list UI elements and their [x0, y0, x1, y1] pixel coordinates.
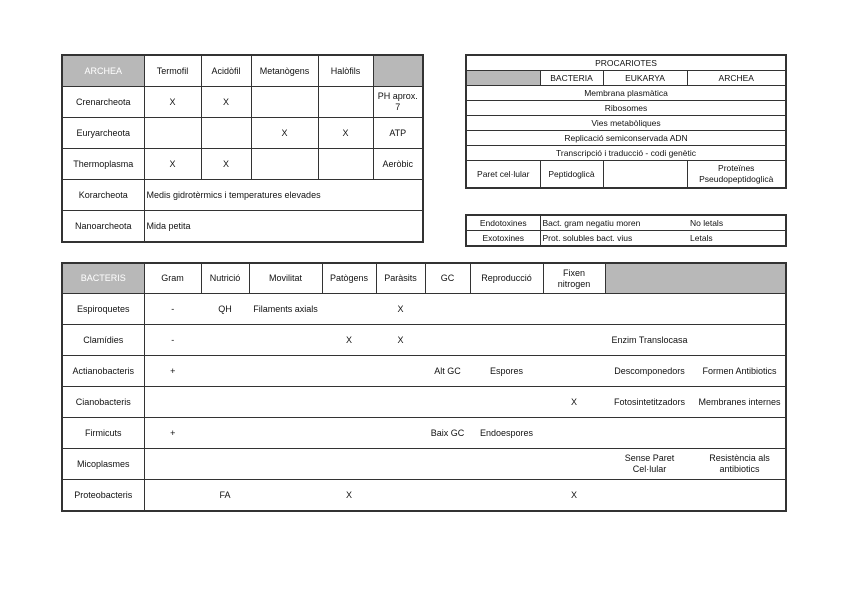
cell-extra1: Enzim Translocasa: [605, 325, 694, 356]
table-row: [62, 180, 423, 211]
cell-patogens: X: [322, 325, 376, 356]
cell-nitrogen: [543, 418, 605, 449]
cell-reproduccio: Espores: [470, 356, 543, 387]
cell-reproduccio: [470, 480, 543, 512]
cell-reproduccio: [470, 294, 543, 325]
cell: X: [251, 118, 318, 149]
toxin-name: Endotoxines: [466, 215, 540, 231]
cell-extra1: Sense Paret Cel·lular: [605, 449, 694, 480]
cell-parasits: [376, 418, 425, 449]
table-row: [62, 118, 423, 149]
toxin-name: Exotoxines: [466, 231, 540, 247]
bacteria-col-gram: Gram: [144, 263, 201, 294]
cell-extra2: [694, 294, 786, 325]
cell-nutricio: [201, 387, 249, 418]
cell-nitrogen: [543, 294, 605, 325]
shared-feature: Replicació semiconservada ADN: [466, 131, 786, 146]
table-row: [62, 325, 786, 356]
table-row: [466, 86, 786, 101]
cell: X: [201, 149, 251, 180]
cell-extra2: Formen Antibiotics: [694, 356, 786, 387]
cell: [318, 87, 373, 118]
toxins-table: [465, 214, 787, 247]
bacteria-title: BACTERIS: [62, 263, 144, 294]
row-name: Korarcheota: [62, 180, 144, 211]
archaea-col-halofils: Halòfils: [318, 55, 373, 87]
cell: [318, 149, 373, 180]
row-name: Proteobacteris: [62, 480, 144, 512]
cell: [251, 149, 318, 180]
cell: Aeròbic: [373, 149, 423, 180]
cell-parasits: [376, 387, 425, 418]
shared-feature: Membrana plasmàtica: [466, 86, 786, 101]
wall-bacteria: Peptidoglicà: [540, 161, 603, 189]
cell: [201, 118, 251, 149]
cell-gc: [425, 449, 470, 480]
cell-patogens: [322, 418, 376, 449]
prokaryotes-col-eukarya: EUKARYA: [603, 71, 687, 86]
cell-extra1: [605, 294, 694, 325]
table-row: [466, 231, 786, 247]
toxin-desc: Bact. gram negatiu moren: [540, 215, 688, 231]
cell-parasits: [376, 356, 425, 387]
cell-patogens: [322, 356, 376, 387]
prokaryotes-col-archea: ARCHEA: [687, 71, 786, 86]
archaea-col-extra: [373, 55, 423, 87]
cell-reproduccio: Endoespores: [470, 418, 543, 449]
row-name: Crenarcheota: [62, 87, 144, 118]
cell-nutricio: [201, 356, 249, 387]
cell-movilitat: [249, 480, 322, 512]
cell-nutricio: QH: [201, 294, 249, 325]
table-row: [466, 101, 786, 116]
cell: [251, 87, 318, 118]
bacteria-col-patogens: Patògens: [322, 263, 376, 294]
cell-gram: +: [144, 418, 201, 449]
shared-feature: Transcripció i traducció - codi genètic: [466, 146, 786, 161]
table-row: [466, 161, 786, 189]
archaea-table: [61, 54, 424, 243]
cell-nutricio: [201, 418, 249, 449]
cell-extra1: Fotosintetitzadors: [605, 387, 694, 418]
cell-gc: [425, 480, 470, 512]
cell-parasits: [376, 480, 425, 512]
wall-archea: Proteïnes Pseudopeptidoglicà: [687, 161, 786, 189]
shared-feature: Ribosomes: [466, 101, 786, 116]
cell-extra2: Resistència als antibiotics: [694, 449, 786, 480]
cell-gram: +: [144, 356, 201, 387]
bacteria-table: [61, 262, 787, 512]
toxin-desc: Prot. solubles bact. vius: [540, 231, 688, 247]
row-note: Medis gidrotèrmics i temperatures elevades: [144, 180, 423, 211]
table-row: [62, 87, 423, 118]
cell-gram: -: [144, 294, 201, 325]
cell-extra2: [694, 480, 786, 512]
row-name: Actianobacteris: [62, 356, 144, 387]
cell-patogens: [322, 387, 376, 418]
cell-movilitat: [249, 418, 322, 449]
cell: [144, 118, 201, 149]
cell-patogens: [322, 294, 376, 325]
cell-gram: [144, 449, 201, 480]
cell-movilitat: [249, 325, 322, 356]
cell-patogens: [322, 449, 376, 480]
cell: X: [144, 149, 201, 180]
cell-movilitat: [249, 387, 322, 418]
table-row: [466, 146, 786, 161]
table-row: [466, 215, 786, 231]
prokaryotes-col-blank: [466, 71, 540, 86]
row-name: Thermoplasma: [62, 149, 144, 180]
cell-extra2: [694, 325, 786, 356]
cell-parasits: X: [376, 294, 425, 325]
cell-gc: [425, 325, 470, 356]
row-name: Espiroquetes: [62, 294, 144, 325]
cell: X: [318, 118, 373, 149]
bacteria-col-parasits: Paràsits: [376, 263, 425, 294]
table-row: [62, 211, 423, 243]
cell-extra1: [605, 418, 694, 449]
cell-gc: [425, 387, 470, 418]
table-row: [62, 356, 786, 387]
cell: PH aprox. 7: [373, 87, 423, 118]
archaea-col-termofil: Termofil: [144, 55, 201, 87]
cell-gc: Baix GC: [425, 418, 470, 449]
cell-movilitat: Filaments axials: [249, 294, 322, 325]
bacteria-col-nutricio: Nutrició: [201, 263, 249, 294]
wall-eukarya: [603, 161, 687, 189]
table-row: [62, 294, 786, 325]
cell-movilitat: [249, 449, 322, 480]
table-row: [466, 116, 786, 131]
cell: X: [144, 87, 201, 118]
prokaryotes-header-row: [466, 71, 786, 86]
bacteria-col-reproduccio: Reproducció: [470, 263, 543, 294]
bacteria-col-nitrogen: Fixen nitrogen: [543, 263, 605, 294]
cell-nitrogen: [543, 449, 605, 480]
table-row: [466, 131, 786, 146]
table-row: [62, 449, 786, 480]
shared-feature: Vies metabòliques: [466, 116, 786, 131]
cell-nitrogen: X: [543, 387, 605, 418]
toxin-effect: Letals: [688, 231, 786, 247]
table-row: [62, 149, 423, 180]
table-row: [62, 387, 786, 418]
cell-reproduccio: [470, 449, 543, 480]
cell-nutricio: FA: [201, 480, 249, 512]
archaea-title: ARCHEA: [62, 55, 144, 87]
table-row: [62, 418, 786, 449]
row-name: Clamídies: [62, 325, 144, 356]
cell-gram: -: [144, 325, 201, 356]
bacteria-col-gc: GC: [425, 263, 470, 294]
row-name: Cianobacteris: [62, 387, 144, 418]
bacteria-header-row: [62, 263, 786, 294]
prokaryotes-title-row: [466, 55, 786, 71]
cell-nutricio: [201, 325, 249, 356]
prokaryotes-title: PROCARIOTES: [466, 55, 786, 71]
bacteria-col-extra: [605, 263, 786, 294]
row-name: Euryarcheota: [62, 118, 144, 149]
archaea-col-acidofil: Acidòfil: [201, 55, 251, 87]
cell-patogens: X: [322, 480, 376, 512]
toxin-effect: No letals: [688, 215, 786, 231]
cell-extra1: Descomponedors: [605, 356, 694, 387]
table-row: [62, 480, 786, 512]
row-name: Firmicuts: [62, 418, 144, 449]
cell-nutricio: [201, 449, 249, 480]
cell-nitrogen: X: [543, 480, 605, 512]
cell-parasits: X: [376, 325, 425, 356]
archaea-col-metanogens: Metanògens: [251, 55, 318, 87]
prokaryotes-table: [465, 54, 787, 189]
cell: X: [201, 87, 251, 118]
cell-movilitat: [249, 356, 322, 387]
cell-gram: [144, 387, 201, 418]
bacteria-body: [62, 294, 786, 512]
archaea-header-row: [62, 55, 423, 87]
cell-nitrogen: [543, 356, 605, 387]
cell-extra2: Membranes internes: [694, 387, 786, 418]
wall-label: Paret cel·lular: [466, 161, 540, 189]
cell-reproduccio: [470, 325, 543, 356]
cell-extra2: [694, 418, 786, 449]
cell-reproduccio: [470, 387, 543, 418]
cell-parasits: [376, 449, 425, 480]
cell: ATP: [373, 118, 423, 149]
cell-extra1: [605, 480, 694, 512]
row-note: Mida petita: [144, 211, 423, 243]
cell-gram: [144, 480, 201, 512]
cell-gc: [425, 294, 470, 325]
cell-gc: Alt GC: [425, 356, 470, 387]
prokaryotes-col-bacteria: BACTERIA: [540, 71, 603, 86]
cell-nitrogen: [543, 325, 605, 356]
bacteria-col-movilitat: Movilitat: [249, 263, 322, 294]
row-name: Micoplasmes: [62, 449, 144, 480]
row-name: Nanoarcheota: [62, 211, 144, 243]
